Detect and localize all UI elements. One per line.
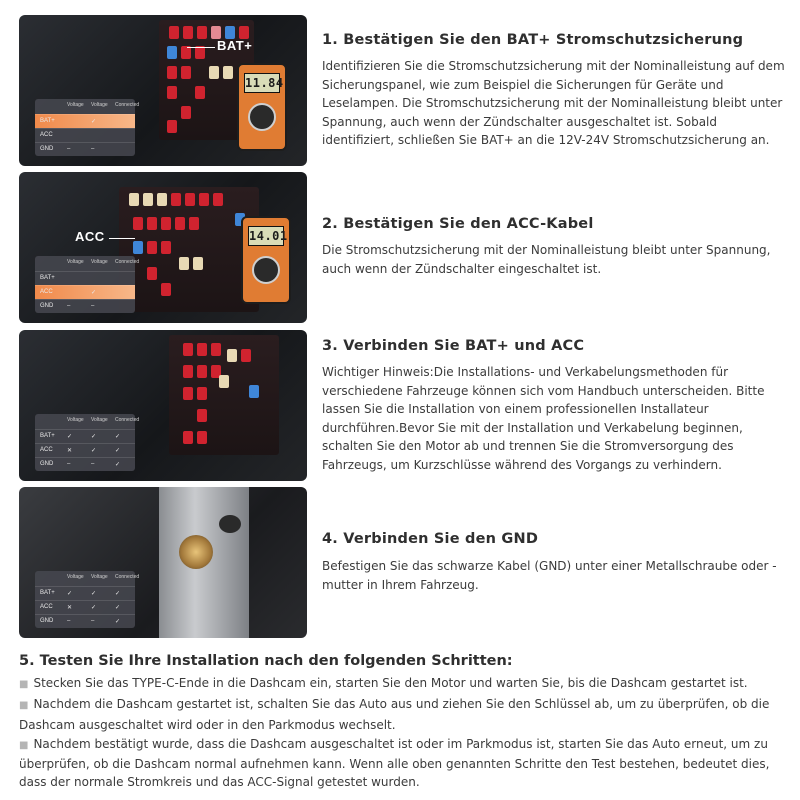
- fuse-panel: [169, 335, 279, 455]
- voltage-table: Voltage Voltage Connected BAT+ ✓ ACC GND – –: [35, 99, 135, 156]
- multimeter-dial: [248, 103, 276, 131]
- square-bullet-icon: ■: [19, 739, 29, 751]
- step2-photo: [19, 172, 307, 323]
- square-bullet-icon: ■: [19, 679, 29, 690]
- step3-body: Wichtiger Hinweis:Die Installations- und Verkabelungsmethoden für verschiedene Fahrzeuge können sich vom Handbuch unterscheiden. Bitte lassen Sie die Installation von einem professionellen Installateur durchführen.Bevor Sie mit der Installation und Verkabelung beginnen, schalten Sie den Motor ab und trennen Sie die Stromversorgung des Fahrzeugs, um Kurzschlüsse während des Vorgangs zu verhindern.: [322, 365, 765, 472]
- voltage-table: Voltage Voltage Connected BAT+ ✓ ✓ ✓ ACC ✕ ✓ ✓ GND – – ✓: [35, 414, 135, 471]
- voltage-table: Voltage Voltage Connected BAT+ ACC ✓ GND – –: [35, 256, 135, 313]
- step2-body: Die Stromschutzsicherung mit der Nominalleistung bleibt unter Spannung, auch wenn der Zündschalter eingeschaltet ist.: [322, 243, 771, 276]
- ground-bolt: [179, 535, 213, 569]
- step3-photo: [19, 330, 307, 481]
- table-row: GND – – ✓: [35, 614, 135, 628]
- table-row: GND – –: [35, 299, 135, 313]
- test-steps-list: [19, 674, 794, 793]
- voltage-table: Voltage Voltage Connected BAT+ ✓ ✓ ✓ ACC ✕ ✓ ✓ GND – – ✓: [35, 571, 135, 628]
- fuse-panel: [119, 187, 259, 312]
- step1-photo: [19, 15, 307, 166]
- step4-photo: [19, 487, 307, 638]
- section5-title: 5. Testen Sie Ihre Installation nach den folgenden Schritten:: [19, 653, 513, 669]
- step1-body: Identifizieren Sie die Stromschutzsicherung mit der Nominalleistung auf dem Sicherungspanel, wie zum Beispiel die Sicherungen für Geräte und Leselampen. Die Stromschutzsicherung mit der Nominalleistung bleibt unter Spannung, auch wenn der Zündschalter ausgeschaltet ist. Sobald identifiziert, schließen Sie BAT+ an die 12V-24V Stromschutzsicherung an.: [322, 59, 785, 147]
- list-item: ■ Nachdem bestätigt wurde, dass die Dashcam ausgeschaltet ist oder im Parkmodus ist, starten Sie das Auto erneut, um zu überprüfen, ob die Dashcam normal aufnehmen kann. Wenn alle oben genannten Schritte den Test bestehen, bedeutet dies, dass der normale Stromkreis und das ACC-Signal getestet wurden.: [19, 736, 770, 790]
- step3-title: 3. Verbinden Sie BAT+ und ACC: [322, 338, 585, 354]
- acc-label: ACC: [75, 229, 105, 244]
- table-row: BAT+ ✓ ✓ ✓: [35, 586, 135, 600]
- table-row: ACC ✕ ✓ ✓: [35, 443, 135, 457]
- bat-plus-label: BAT+: [217, 38, 253, 53]
- multimeter: [241, 216, 291, 304]
- table-row: GND – –: [35, 142, 135, 156]
- table-row: GND – – ✓: [35, 457, 135, 471]
- multimeter: [237, 63, 287, 151]
- list-item: ■ Stecken Sie das TYPE-C-Ende in die Dashcam ein, starten Sie den Motor und warten Sie, bis die Dashcam gestartet ist.: [19, 676, 748, 690]
- screw-hole: [219, 515, 241, 533]
- table-row: ACC ✓: [35, 285, 135, 299]
- step2-title: 2. Bestätigen Sie den ACC-Kabel: [322, 216, 594, 232]
- table-row: BAT+: [35, 271, 135, 285]
- square-bullet-icon: ■: [19, 700, 29, 712]
- table-row: BAT+ ✓: [35, 114, 135, 128]
- table-row: ACC ✕ ✓ ✓: [35, 600, 135, 614]
- multimeter-dial: [252, 256, 280, 284]
- table-row: ACC: [35, 128, 135, 142]
- step4-title: 4. Verbinden Sie den GND: [322, 531, 539, 547]
- step4-body: Befestigen Sie das schwarze Kabel (GND) unter einer Metallschraube oder -mutter in Ihrem Fahrzeug.: [322, 559, 777, 592]
- multimeter-display: 11.84: [244, 73, 280, 93]
- list-item: ■ Nachdem die Dashcam gestartet ist, schalten Sie das Auto aus und ziehen Sie den Schlüssel ab, um zu überprüfen, ob die Dashcam ausgeschaltet wird oder in den Parkmodus wechselt.: [19, 697, 770, 732]
- step1-title: 1. Bestätigen Sie den BAT+ Stromschutzsicherung: [322, 32, 744, 48]
- table-row: BAT+ ✓ ✓ ✓: [35, 429, 135, 443]
- multimeter-display: 14.01: [248, 226, 284, 246]
